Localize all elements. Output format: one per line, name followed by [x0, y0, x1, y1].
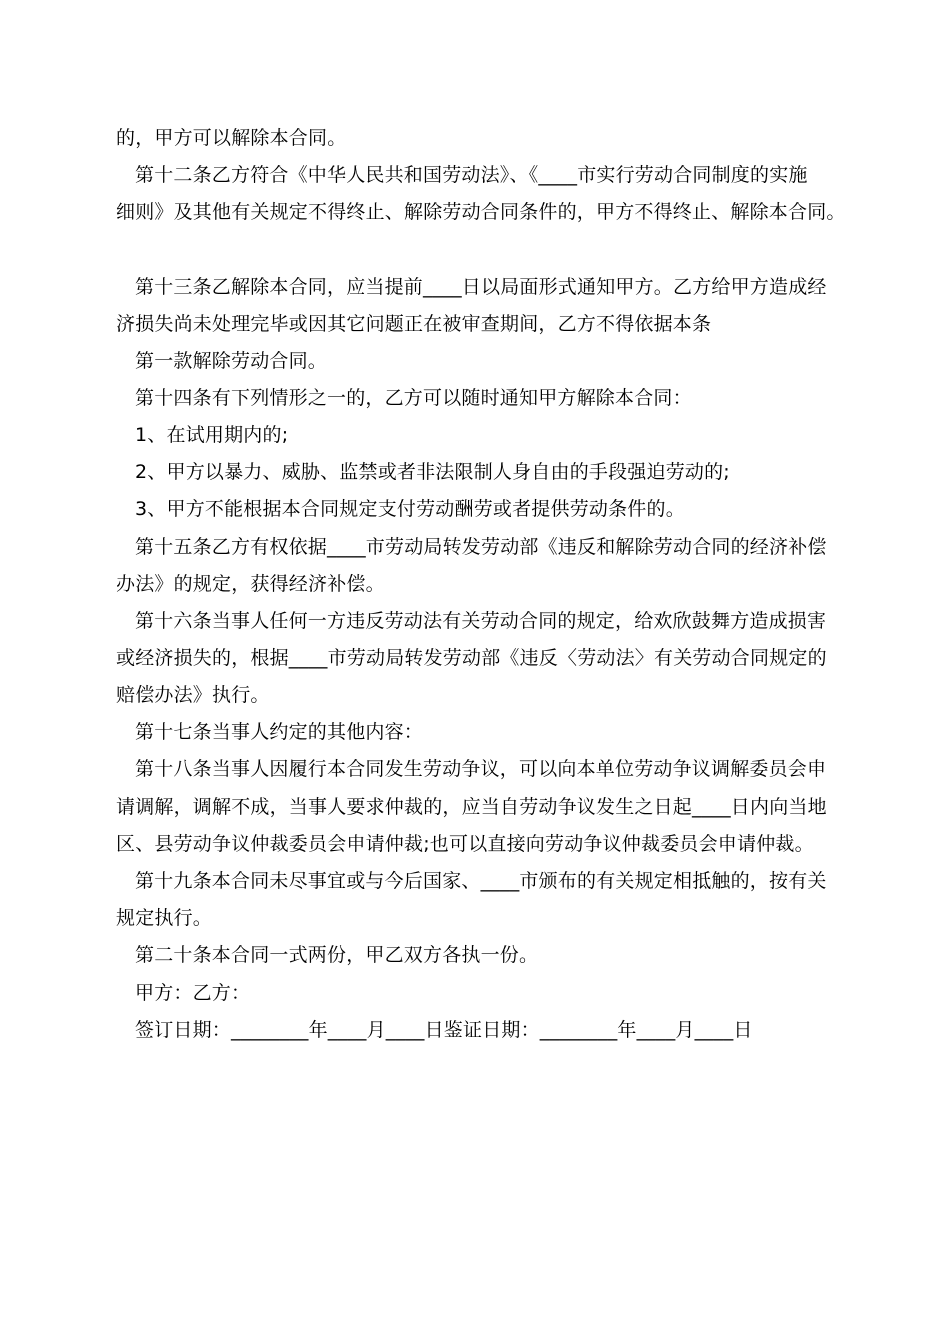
- text-line: 第十五条乙方有权依据____市劳动局转发劳动部《违反和解除劳动合同的经济补偿: [135, 536, 827, 558]
- text-line: 第十七条当事人约定的其他内容：: [135, 721, 424, 743]
- list-item: 3、甲方不能根据本合同规定支付劳动酬劳或者提供劳动条件的。: [135, 498, 685, 520]
- text-line: 第十九条本合同未尽事宜或与今后国家、____市颁布的有关规定相抵触的，按有关: [135, 870, 827, 892]
- text-line: 第二十条本合同一式两份，甲乙双方各执一份。: [135, 944, 539, 966]
- text-line: 第十六条当事人任何一方违反劳动法有关劳动合同的规定，给欢欣鼓舞方造成损害: [135, 610, 827, 632]
- text-line: 赔偿办法》执行。: [116, 684, 270, 706]
- text-line: 第一款解除劳动合同。: [135, 350, 328, 372]
- text-line: 或经济损失的，根据____市劳动局转发劳动部《违反〈劳动法〉有关劳动合同规定的: [116, 647, 827, 669]
- text-line: 第十八条当事人因履行本合同发生劳动争议，可以向本单位劳动争议调解委员会申: [135, 758, 827, 780]
- text-line: 第十三条乙解除本合同，应当提前____日以局面形式通知甲方。乙方给甲方造成经: [135, 276, 827, 298]
- text-line: 规定执行。: [116, 907, 213, 929]
- text-line: 办法》的规定，获得经济补偿。: [116, 573, 385, 595]
- list-item: 2、甲方以暴力、威胁、监禁或者非法限制人身自由的手段强迫劳动的;: [135, 461, 730, 483]
- text-line: 细则》及其他有关规定不得终止、解除劳动合同条件的，甲方不得终止、解除本合同。: [116, 201, 846, 223]
- text-line: 的，甲方可以解除本合同。: [116, 127, 347, 149]
- text-line: 请调解，调解不成，当事人要求仲裁的，应当自劳动争议发生之日起____日内向当地: [116, 796, 827, 818]
- signature-parties: 甲方：乙方：: [135, 982, 251, 1004]
- signature-dates: 签订日期：________年____月____日鉴证日期：________年____月____日: [135, 1019, 753, 1041]
- text-line: 区、县劳动争议仲裁委员会申请仲裁;也可以直接向劳动争议仲裁委员会申请仲裁。: [116, 833, 814, 855]
- text-line: 第十四条有下列情形之一的，乙方可以随时通知甲方解除本合同：: [135, 387, 692, 409]
- text-line: 第十二条乙方符合《中华人民共和国劳动法》、《____市实行劳动合同制度的实施: [135, 164, 808, 186]
- list-item: 1、在试用期内的;: [135, 424, 289, 446]
- text-line: 济损失尚未处理完毕或因其它问题正在被审查期间，乙方不得依据本条: [116, 313, 712, 335]
